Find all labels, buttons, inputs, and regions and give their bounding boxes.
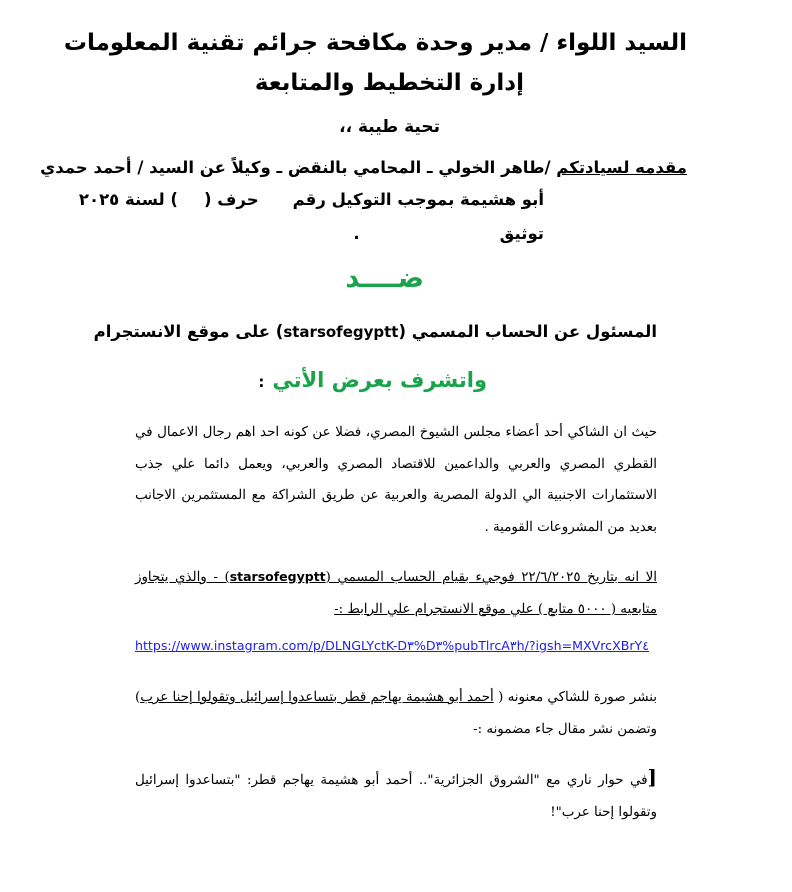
department-title: إدارة التخطيط والمتابعة [254,70,524,96]
respondent-suffix: ) على موقع الانستجرام [93,322,284,341]
intro-notarization-label: توثيق [499,224,544,243]
intro-dot: . [353,224,360,243]
paragraph-incident [135,561,657,625]
instagram-post-link[interactable]: https://www.instagram.com/p/DLNGLYctK-D٣%D٣%pubTlrcA٣h/?igsh=MXVrcXBrY٤ [135,638,649,653]
greeting: تحية طيبة ،، [339,117,440,137]
quote-text: في حوار ناري مع "الشروق الجزائرية".. أحمد أبو هشيمة يهاجم قطر: "بتساعدوا إسرائيل وتقولوا إحنا عرب"! [135,773,657,820]
honor-heading [258,368,487,392]
intro-letter-label: حرف ( [203,190,259,209]
intro-power-of-attorney: أبو هشيمة بموجب التوكيل رقم [292,190,544,209]
intro-lawyer-text: /طاهر الخولي ـ المحامي بالنقض ـ وكيلاً عن السيد / أحمد حمدي [40,158,557,177]
addressee-title: السيد اللواء / مدير وحدة مكافحة جرائم تقنية المعلومات [63,30,687,56]
intro-year-label: ) لسنة ٢٠٢٥ [78,190,178,209]
honor-heading-text: واتشرف بعرض الأتي [272,368,487,392]
incident-account: starsofegyptt [229,569,326,584]
incident-suffix: ) - والذي يتجاوز متابعيه ( ٥٠٠٠ متابع ) علي موقع الانستجرام علي الرابط :- [135,570,657,617]
post-headline: أحمد أبو هشيمة يهاجم قطر بتساعدوا إسرائيل وتقولوا إحنا عرب [140,690,494,705]
incident-prefix: الا انه بتاريخ ٢٢/٦/٢٠٢٥ فوجيء بقيام الحساب المسمي ( [325,570,657,585]
paragraph-post-description [135,682,657,745]
respondent-account: starsofegyptt [283,323,399,341]
quote-bracket: [ [647,765,657,789]
intro-line-3 [353,224,544,243]
post-prefix: بنشر صورة للشاكي معنونه ( [493,690,658,705]
intro-line-2 [79,190,544,209]
respondent-line [94,322,657,341]
paragraph-article-quote [135,762,657,828]
honor-heading-colon: : [258,373,265,391]
intro-submitted-label: مقدمه لسيادتكم [556,158,687,177]
paragraph-background: حيث ان الشاكي أحد أعضاء مجلس الشيوخ المصري، فضلا عن كونه احد اهم رجال الاعمال في القطري المصري والعربي والداعمين للاقتصاد المصري والعربي، ويعمل دائما علي جذب الاستثمارات الاجنبية الي الدولة المصرية والعربية عن طريق الشراكة مع المستثمرين الاجانب بعديد من المشروعات القومية . [135,425,657,535]
against-heading: ضــــد [345,263,424,294]
post-suffix: ) وتضمن نشر مقال جاء مضمونه :- [135,690,657,737]
intro-line-1 [40,158,687,177]
respondent-prefix: المسئول عن الحساب المسمي ( [398,322,657,341]
